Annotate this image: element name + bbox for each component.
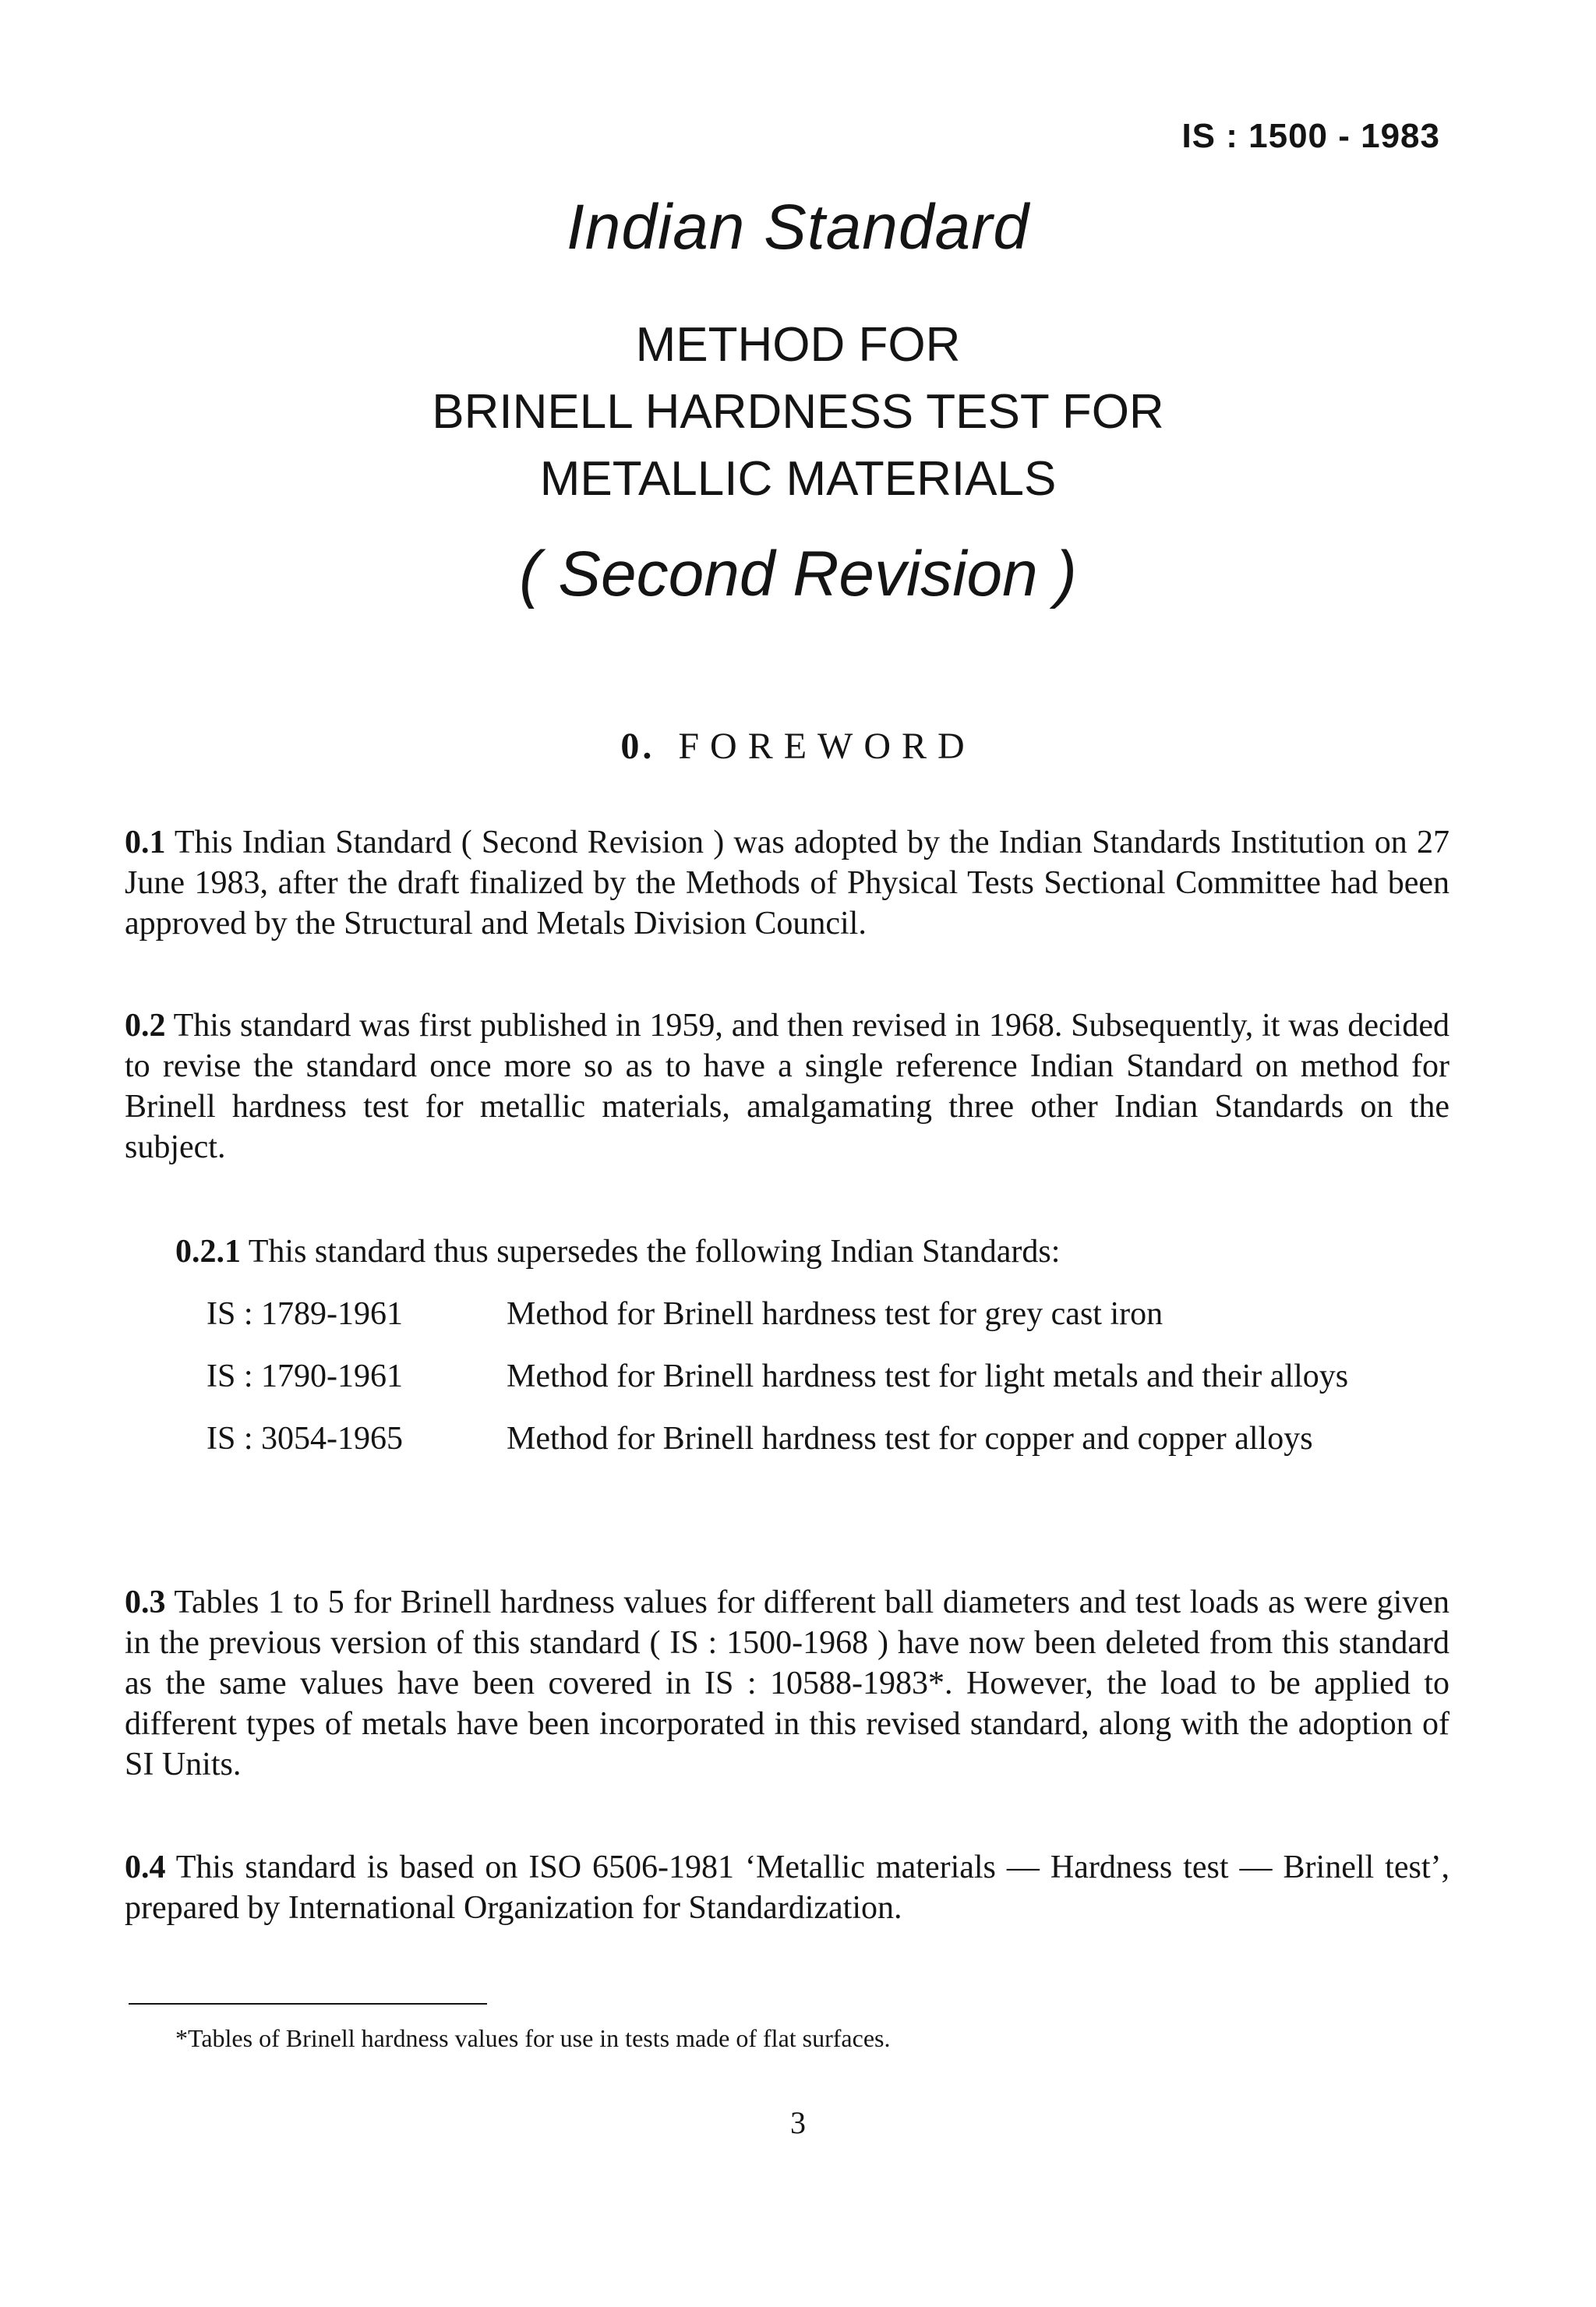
standard-code: IS : 1790-1961 [207, 1358, 403, 1394]
document-title [0, 312, 1596, 513]
list-item [207, 1356, 1453, 1397]
clause-0-2-1 [175, 1231, 1449, 1272]
revision-label: ( Second Revision ) [519, 539, 1077, 609]
foreword-heading [0, 725, 1596, 768]
clause-number: 0.2 [125, 1008, 166, 1044]
standard-number: IS : 1500 - 1983 [1181, 117, 1440, 155]
superseded-standards-list [207, 1294, 1453, 1481]
standard-code: IS : 1789-1961 [207, 1296, 403, 1332]
standard-code: IS : 3054-1965 [207, 1421, 403, 1457]
clause-0-4 [125, 1847, 1449, 1928]
series-title: Indian Standard [566, 192, 1029, 263]
clause-text: This standard was first published in 1959, and then revised in 1968. Subsequently, it was decided to revise the standard once more so as to have a single reference Indian Standard on method for Brinell hardness test for metallic materials, amalgamating three other Indian Standards on the subject. [125, 1008, 1449, 1165]
standard-title: Method for Brinell hardness test for copper and copper alloys [507, 1421, 1313, 1457]
standard-title: Method for Brinell hardness test for grey cast iron [507, 1296, 1163, 1332]
clause-number: 0.4 [125, 1849, 166, 1885]
clause-number: 0.3 [125, 1585, 166, 1620]
clause-0-1 [125, 822, 1449, 944]
footnote: *Tables of Brinell hardness values for use in tests made of flat surfaces. [175, 2024, 891, 2052]
list-item [207, 1294, 1453, 1334]
clause-0-2 [125, 1005, 1449, 1168]
footnote-divider [129, 2003, 487, 2005]
title-line-2: BRINELL HARDNESS TEST FOR [432, 385, 1164, 439]
title-line-1: METHOD FOR [635, 318, 961, 372]
standard-title: Method for Brinell hardness test for light metals and their alloys [507, 1358, 1349, 1394]
clause-text: Tables 1 to 5 for Brinell hardness values for different ball diameters and test loads as were given in the previous version of this standard ( IS : 1500-1968 ) have now been deleted from this standard as the same values have been covered in IS : 10588-1983*. However, the load to be applied to different types of metals have been incorporated in this revised standard, along with the adoption of SI Units. [125, 1585, 1449, 1782]
clause-0-3 [125, 1582, 1449, 1785]
clause-number: 0.2.1 [175, 1234, 241, 1270]
clause-text: This standard thus supersedes the following Indian Standards: [248, 1234, 1061, 1270]
list-item [207, 1418, 1453, 1459]
clause-text: This standard is based on ISO 6506-1981 ‘Metallic materials — Hardness test — Brinell test’, prepared by International Organization for Standardization. [125, 1849, 1449, 1926]
foreword-number: 0. [620, 726, 655, 767]
clause-number: 0.1 [125, 825, 166, 860]
title-line-3: METALLIC MATERIALS [539, 452, 1057, 506]
page-number: 3 [790, 2105, 806, 2140]
clause-text: This Indian Standard ( Second Revision ) was adopted by the Indian Standards Institution on 27 June 1983, after the draft finalized by the Methods of Physical Tests Sectional Committee had been approved by the Structural and Metals Division Council. [125, 825, 1449, 942]
foreword-title: FOREWORD [678, 726, 976, 767]
